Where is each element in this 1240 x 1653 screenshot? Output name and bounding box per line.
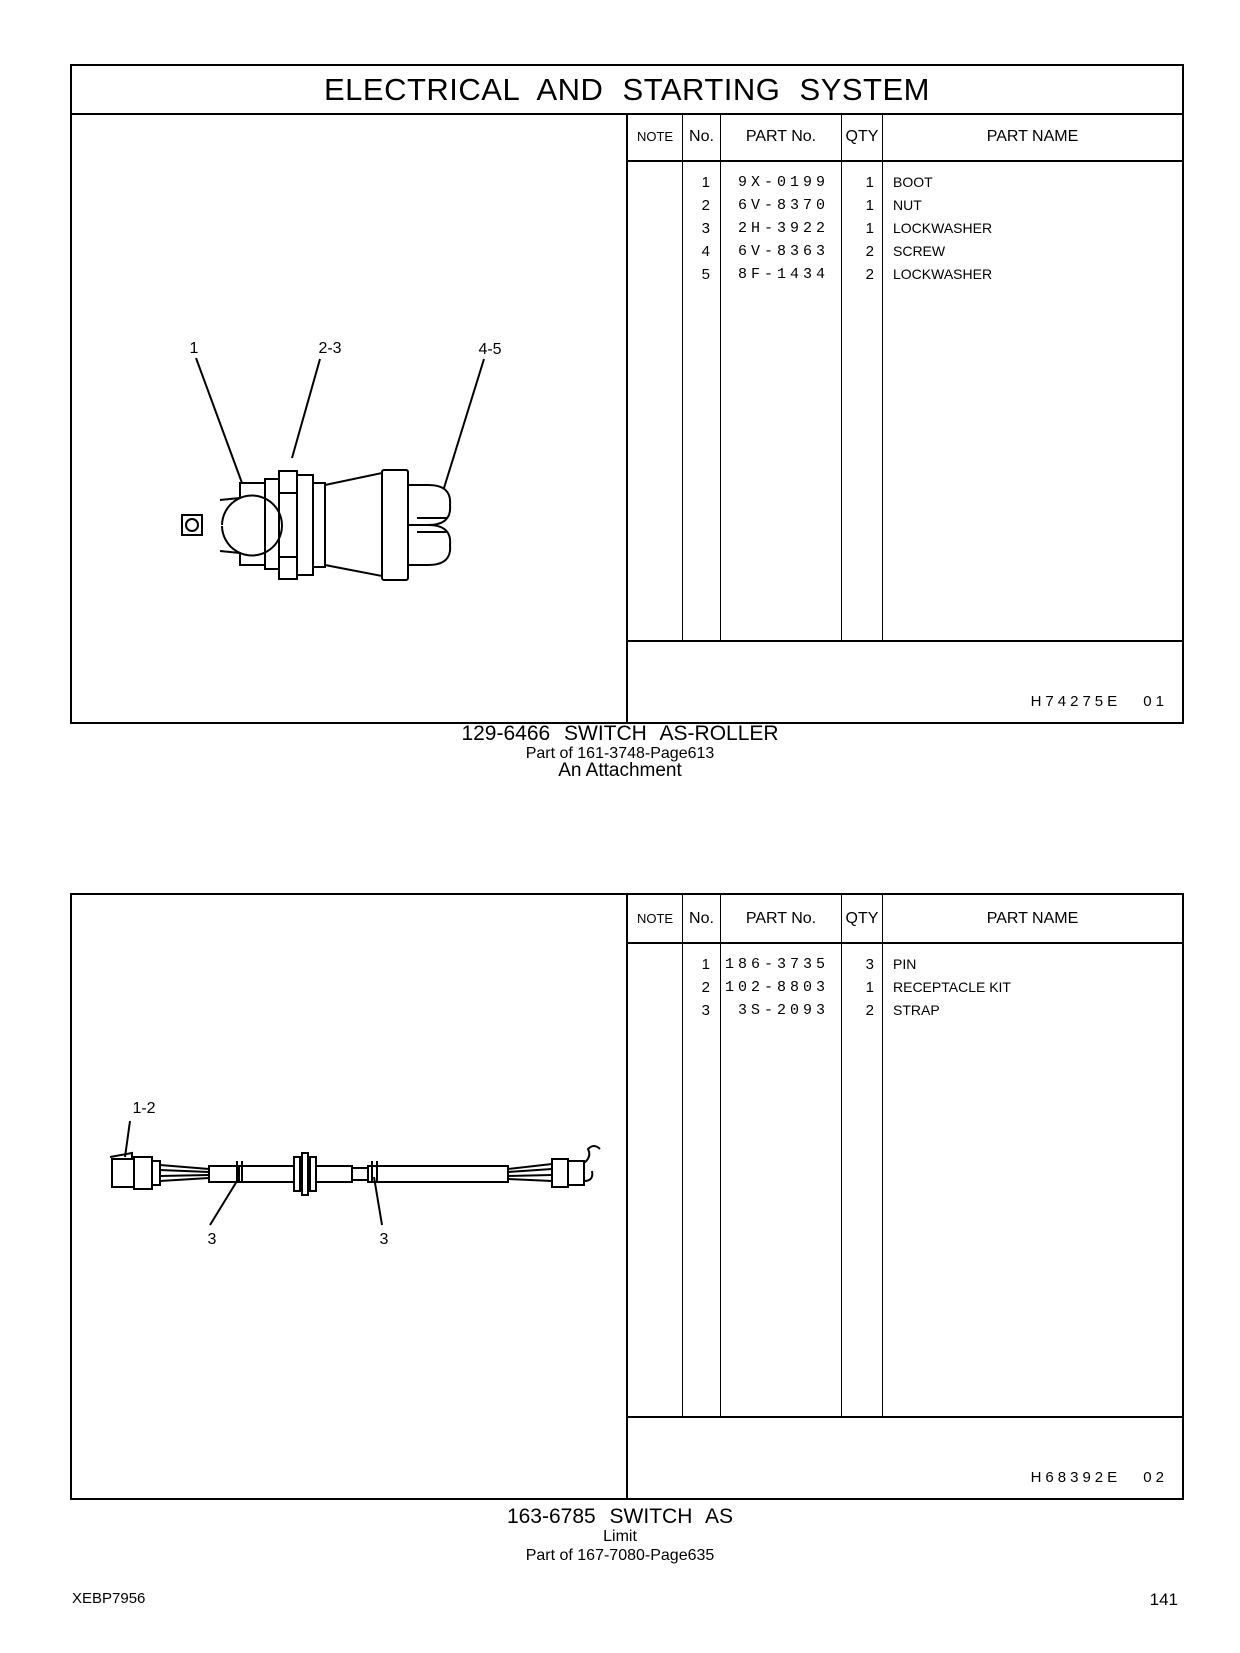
row-qty: 3: [865, 956, 874, 973]
row-qty: 1: [865, 174, 874, 191]
header-no: No.: [689, 910, 714, 927]
section-1-caption: 129-6466 SWITCH AS-ROLLER: [461, 722, 779, 745]
table-row: [628, 240, 1182, 263]
section-1-frame: [70, 64, 1184, 724]
page-title: ELECTRICAL AND STARTING SYSTEM: [72, 66, 1182, 115]
switch-roller-illustration: [72, 113, 626, 722]
table-row: [628, 263, 1182, 286]
switch-roller-drawing: [72, 113, 626, 722]
illustration-ref-code: H74275E 01: [1030, 693, 1168, 710]
table-header: [628, 895, 1182, 944]
section-2-frame: [70, 893, 1184, 1500]
table-row: [628, 999, 1182, 1022]
header-qty: QTY: [845, 128, 879, 145]
page-number: 141: [1149, 1590, 1178, 1609]
callout-4-5: 4-5: [478, 341, 502, 358]
row-part-name: BOOT: [893, 174, 933, 190]
section-1-note: An Attachment: [558, 760, 682, 781]
table-row: [628, 171, 1182, 194]
table-header: [628, 113, 1182, 162]
table-footer: [628, 1416, 1182, 1498]
row-no: 1: [701, 956, 710, 973]
parts-table-1: [626, 113, 1182, 722]
row-no: 4: [701, 243, 710, 260]
callout-3-left: 3: [207, 1231, 217, 1248]
row-qty: 2: [865, 243, 874, 260]
row-no: 2: [701, 979, 710, 996]
row-part-name: SCREW: [893, 243, 946, 259]
row-no: 3: [701, 220, 710, 237]
header-note: NOTE: [636, 129, 674, 144]
row-part-name: RECEPTACLE KIT: [893, 979, 1011, 995]
row-part-no: 186-3735: [724, 956, 829, 973]
row-qty: 1: [865, 979, 874, 996]
row-no: 2: [701, 197, 710, 214]
row-part-name: LOCKWASHER: [893, 266, 993, 282]
header-part-no: PART No.: [745, 910, 817, 927]
row-part-no: 3S-2093: [737, 1002, 829, 1019]
section-2-caption: 163-6785 SWITCH AS: [506, 1505, 734, 1528]
document-id: XEBP7956: [72, 1590, 146, 1607]
header-note: NOTE: [636, 911, 674, 926]
parts-table-2: [626, 895, 1182, 1498]
limit-switch-illustration: [72, 895, 626, 1498]
section-2-parent-ref: Part of 167-7080-Page635: [525, 1547, 715, 1564]
row-qty: 1: [865, 220, 874, 237]
row-no: 1: [701, 174, 710, 191]
row-no: 5: [701, 266, 710, 283]
row-part-name: STRAP: [893, 1002, 940, 1018]
limit-switch-drawing: [72, 895, 626, 1498]
row-part-no: 6V-8363: [737, 243, 829, 260]
table-footer: [628, 640, 1182, 722]
section-2-note: Limit: [603, 1528, 637, 1545]
row-part-name: LOCKWASHER: [893, 220, 993, 236]
callout-2-3: 2-3: [318, 340, 342, 357]
row-qty: 2: [865, 266, 874, 283]
header-part-name: PART NAME: [986, 128, 1079, 145]
header-no: No.: [689, 128, 714, 145]
table-row: [628, 976, 1182, 999]
table-row: [628, 194, 1182, 217]
row-part-no: 9X-0199: [737, 174, 829, 191]
row-part-no: 8F-1434: [737, 266, 829, 283]
header-part-name: PART NAME: [986, 910, 1079, 927]
row-part-name: NUT: [893, 197, 922, 213]
row-no: 3: [701, 1002, 710, 1019]
row-qty: 1: [865, 197, 874, 214]
header-part-no: PART No.: [745, 128, 817, 145]
row-part-no: 102-8803: [724, 979, 829, 996]
row-part-no: 2H-3922: [737, 220, 829, 237]
row-part-no: 6V-8370: [737, 197, 829, 214]
illustration-ref-code: H68392E 02: [1030, 1469, 1168, 1486]
callout-3-right: 3: [379, 1231, 389, 1248]
callout-1: 1: [189, 340, 199, 357]
table-row: [628, 217, 1182, 240]
section-1-parent-ref: Part of 161-3748-Page613: [525, 745, 715, 762]
row-qty: 2: [865, 1002, 874, 1019]
header-qty: QTY: [845, 910, 879, 927]
table-row: [628, 953, 1182, 976]
row-part-name: PIN: [893, 956, 917, 972]
callout-1-2: 1-2: [132, 1100, 156, 1117]
